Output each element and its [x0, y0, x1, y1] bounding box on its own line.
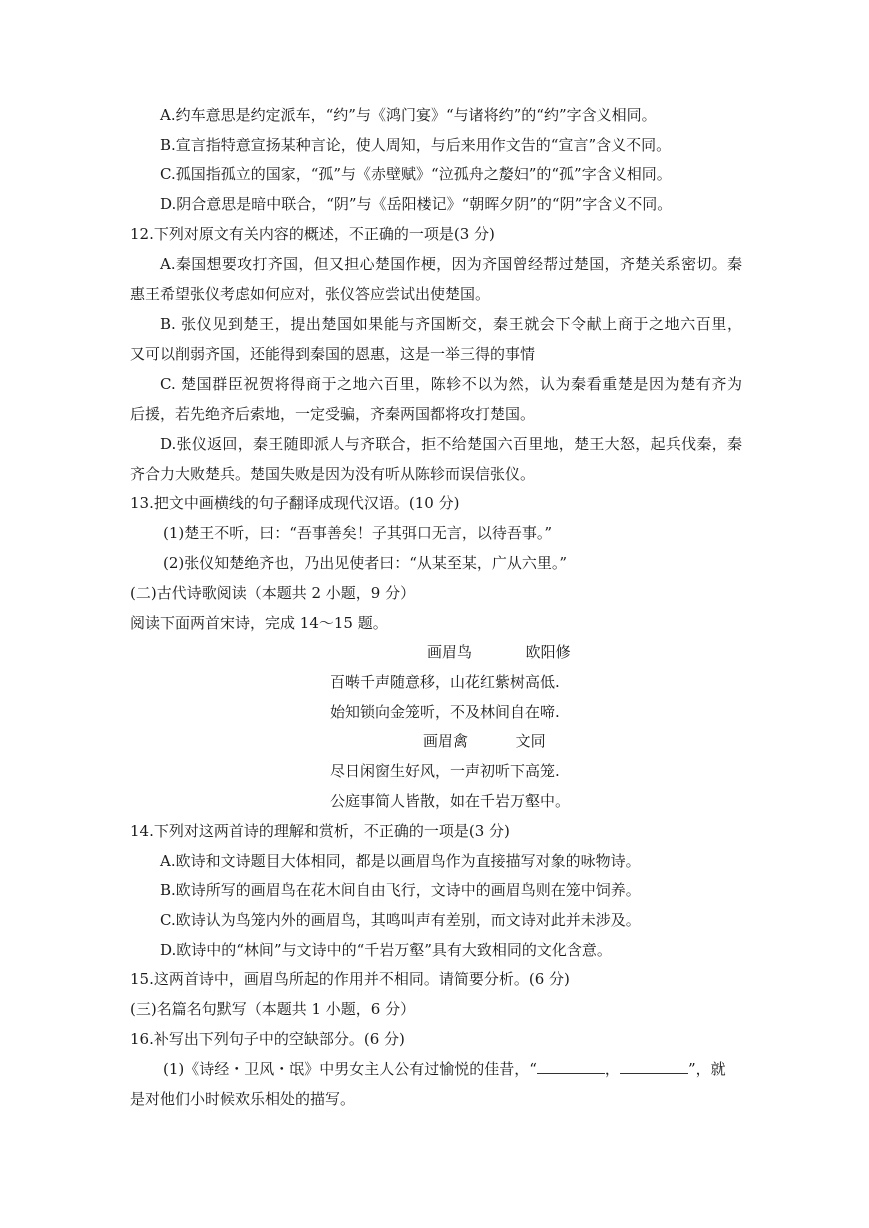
q16-blank-1[interactable]	[537, 1059, 605, 1074]
q12-option-b-line1: B. 张仪见到楚王，提出楚国如果能与齐国断交，秦王就会下令献上商于之地六百里，	[160, 315, 742, 333]
section-2-heading: (二)古代诗歌阅读（本题共 2 小题，9 分）	[130, 584, 416, 602]
section-2-intro: 阅读下面两首宋诗，完成 14～15 题。	[130, 614, 388, 632]
q16-sentence-1-comma: ，	[604, 1060, 620, 1078]
poem-1-line-2: 始知锁向金笼听，不及林间自在啼.	[330, 703, 560, 721]
q14-option-d: D.欧诗中的“林间”与文诗中的“千岩万壑”具有大致相同的文化含意。	[160, 941, 612, 959]
q16-stem: 16.补写出下列句子中的空缺部分。(6 分)	[130, 1030, 405, 1048]
poem-1-title-row	[427, 642, 577, 662]
q12-option-a-line2: 惠王希望张仪考虑如何应对，张仪答应尝试出使楚国。	[130, 285, 491, 303]
q14-stem: 14.下列对这两首诗的理解和赏析，不正确的一项是(3 分)	[130, 822, 510, 840]
q12-stem: 12.下列对原文有关内容的概述，不正确的一项是(3 分)	[130, 225, 495, 243]
poem-1-title: 画眉鸟	[427, 643, 473, 661]
q13-stem: 13.把文中画横线的句子翻译成现代汉语。(10 分)	[130, 494, 460, 512]
q12-option-c-line1: C. 楚国群臣祝贺将得商于之地六百里，陈轸不以为然，认为秦看重楚是因为楚有齐为	[160, 375, 742, 393]
q13-sentence-2: (2)张仪知楚绝齐也，乃出见使者曰：“从某至某，广从六里。”	[163, 554, 568, 572]
q16-blank-2[interactable]	[620, 1059, 688, 1074]
q12-option-d-line1: D.张仪返回，秦王随即派人与齐联合，拒不给楚国六百里地，楚王大怒，起兵伐秦，秦	[160, 435, 742, 453]
q12-option-a-line1: A.秦国想要攻打齐国，但又担心楚国作梗，因为齐国曾经帮过楚国，齐楚关系密切。秦	[160, 255, 742, 273]
q16-sentence-1-continued: 是对他们小时候欢乐相处的描写。	[130, 1090, 356, 1108]
q12-option-d-line2: 齐合力大败楚兵。楚国失败是因为没有听从陈轸而误信张仪。	[130, 465, 536, 483]
poem-1-author: 欧阳修	[525, 643, 571, 661]
poem-2-author: 文同	[515, 732, 546, 750]
poem-1-line-1: 百啭千声随意移，山花红紫树高低.	[330, 673, 560, 691]
q12-option-c-line2: 后援，若先绝齐后索地，一定受骗，齐秦两国都将攻打楚国。	[130, 405, 536, 423]
poem-2-line-2: 公庭事简人皆散，如在千岩万壑中。	[330, 792, 571, 810]
q11-option-d: D.阴合意思是暗中联合，“阴”与《岳阳楼记》“朝晖夕阴”的“阴”字含义不同。	[160, 195, 673, 213]
poem-2-title-row	[423, 731, 573, 751]
q16-sentence-1	[163, 1059, 742, 1079]
q16-sentence-1-prefix: (1)《诗经・卫风・氓》中男女主人公有过愉悦的佳昔，“	[163, 1060, 537, 1078]
section-3-heading: (三)名篇名句默写（本题共 1 小题，6 分）	[130, 1000, 416, 1018]
q11-option-b: B.宣言指特意宣扬某种言论，使人周知，与后来用作文告的“宣言”含义不同。	[160, 136, 672, 154]
q12-option-b-line2: 又可以削弱齐国，还能得到秦国的恩惠，这是一举三得的事情	[130, 345, 536, 363]
q15-stem: 15.这两首诗中，画眉鸟所起的作用并不相同。请简要分析。(6 分)	[130, 970, 570, 988]
q14-option-a: A.欧诗和文诗题目大体相同，都是以画眉鸟作为直接描写对象的咏物诗。	[160, 852, 641, 870]
q11-option-a: A.约车意思是约定派车，“约”与《鸿门宴》“与诸将约”的“约”字含义相同。	[160, 106, 657, 124]
q11-option-c: C.孤国指孤立的国家，“孤”与《赤壁赋》“泣孤舟之嫠妇”的“孤”字含义相同。	[160, 165, 672, 183]
q13-sentence-1: (1)楚王不听，曰：“吾事善矣！子其弭口无言，以待吾事。”	[163, 524, 553, 542]
q16-sentence-1-suffix: ”，就	[687, 1060, 726, 1078]
q14-option-b: B.欧诗所写的画眉鸟在花木间自由飞行，文诗中的画眉鸟则在笼中饲养。	[160, 881, 641, 899]
poem-2-title: 画眉禽	[423, 732, 469, 750]
q14-option-c: C.欧诗认为鸟笼内外的画眉鸟，其鸣叫声有差别，而文诗对此并未涉及。	[160, 911, 641, 929]
poem-2-line-1: 尽日闲窗生好风，一声初听下高笼.	[330, 762, 560, 780]
